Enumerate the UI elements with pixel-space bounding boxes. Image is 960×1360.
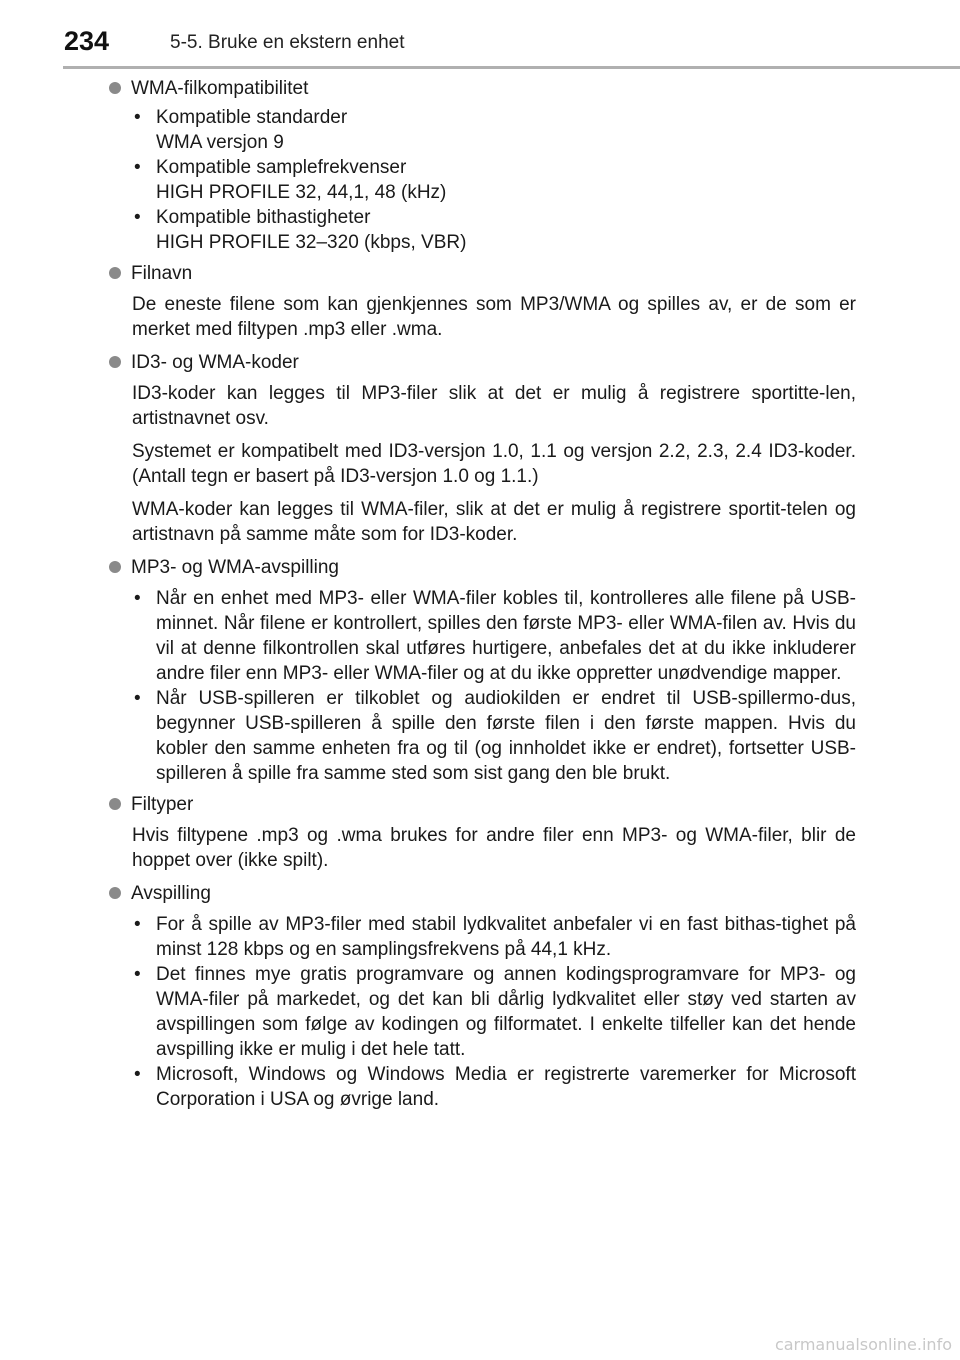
- section-id3-wma-codes: [106, 350, 856, 547]
- paragraph: De eneste filene som kan gjenkjennes som MP3/WMA og spilles av, er de som er merket med filtypen .mp3 eller .wma.: [132, 294, 856, 340]
- item-text: Når USB-spilleren er tilkoblet og audiokilden er endret til USB-spillermo-dus, begynner USB-spilleren å spille den første filen i den første mappen. Hvis du kobler den samme enheten fra og til (og innholdet ikke er endret), fortsetter USB-spilleren å spille fra samme sted som sist gang den ble brukt.: [156, 688, 856, 784]
- bullet-circle-icon: [109, 356, 121, 368]
- section-body: [106, 823, 856, 873]
- section-playback-mp3-wma: [106, 555, 856, 786]
- chapter-title: 5-5. Bruke en ekstern enhet: [170, 32, 405, 53]
- section-heading: Filtyper: [106, 792, 856, 817]
- item-value: HIGH PROFILE 32, 44,1, 48 (kHz): [156, 182, 447, 203]
- item-text: Når en enhet med MP3- eller WMA-filer kobles til, kontrolleres alle filene på USB-minnet. Når filene er kontrollert, spilles den første MP3- eller WMA-filen av. Hvis du vil at denne filkontrollen skal utføres hurtigere, anbefales det at du ikke inkluderer andre filer enn MP3- eller WMA-filer og at du ikke oppretter unødvendige mapper.: [156, 588, 856, 684]
- bullet-circle-icon: [109, 561, 121, 573]
- bullet-dot-icon: •: [134, 207, 141, 228]
- section-heading: Filnavn: [106, 261, 856, 286]
- section-avspilling: [106, 881, 856, 1112]
- bullet-dot-icon: •: [134, 107, 141, 128]
- item-label: Kompatible standarder: [156, 107, 348, 128]
- section-body: [106, 586, 856, 786]
- section-heading: MP3- og WMA-avspilling: [106, 555, 856, 580]
- bullet-dot-icon: •: [134, 588, 141, 609]
- bullet-circle-icon: [109, 82, 121, 94]
- bullet-circle-icon: [109, 887, 121, 899]
- list-item: [132, 962, 856, 1062]
- page-content: [106, 76, 856, 1117]
- paragraph: Systemet er kompatibelt med ID3-versjon 1.0, 1.1 og versjon 2.2, 2.3, 2.4 ID3-koder. (Antall tegn er basert på ID3-versjon 1.0 og 1.1.): [132, 441, 856, 487]
- section-body: [106, 381, 856, 547]
- section-heading: ID3- og WMA-koder: [106, 350, 856, 375]
- item-label: Kompatible bithastigheter: [156, 207, 371, 228]
- paragraph: WMA-koder kan legges til WMA-filer, slik at det er mulig å registrere sportit-telen og artistnavn på samme måte som for ID3-koder.: [132, 499, 856, 545]
- page-number: 234: [64, 26, 110, 56]
- item-text: Microsoft, Windows og Windows Media er registrerte varemerker for Microsoft Corporation i USA og øvrige land.: [156, 1064, 856, 1110]
- bullet-dot-icon: •: [134, 964, 141, 985]
- paragraph: ID3-koder kan legges til MP3-filer slik at det er mulig å registrere sportitte-len, artistnavnet osv.: [132, 383, 856, 429]
- item-value: WMA versjon 9: [156, 132, 284, 153]
- header-divider: [63, 66, 960, 69]
- list-item: [132, 912, 856, 962]
- item-value: HIGH PROFILE 32–320 (kbps, VBR): [156, 232, 467, 253]
- section-body: [106, 105, 856, 255]
- item-label: Kompatible samplefrekvenser: [156, 157, 407, 178]
- section-wma-compat: [106, 76, 856, 255]
- item-text: Det finnes mye gratis programvare og annen kodingsprogramvare for MP3- og WMA-filer på markedet, og det kan bli dårlig lydkvalitet eller støy ved starten av avspillingen som følge av kodingen og filformatet. I enkelte tilfeller kan det hende avspilling ikke er mulig i det hele tatt.: [156, 964, 856, 1060]
- bullet-circle-icon: [109, 267, 121, 279]
- section-filnavn: [106, 261, 856, 342]
- page-header: [0, 0, 960, 70]
- list-item: [132, 105, 856, 155]
- bullet-dot-icon: •: [134, 688, 141, 709]
- paragraph: Hvis filtypene .mp3 og .wma brukes for andre filer enn MP3- og WMA-filer, blir de hoppet over (ikke spilt).: [132, 825, 856, 871]
- item-text: For å spille av MP3-filer med stabil lydkvalitet anbefaler vi en fast bithas-tighet på minst 128 kbps og en samplingsfrekvens på 44,1 kHz.: [156, 914, 856, 960]
- section-filtyper: [106, 792, 856, 873]
- section-heading: WMA-filkompatibilitet: [106, 76, 856, 101]
- list-item: [132, 586, 856, 686]
- list-item: [132, 155, 856, 205]
- section-body: [106, 292, 856, 342]
- list-item: [132, 1062, 856, 1112]
- bullet-dot-icon: •: [134, 157, 141, 178]
- list-item: [132, 686, 856, 786]
- list-item: [132, 205, 856, 255]
- watermark: carmanualsonline.info: [774, 1335, 952, 1354]
- section-heading: Avspilling: [106, 881, 856, 906]
- bullet-dot-icon: •: [134, 1064, 141, 1085]
- bullet-circle-icon: [109, 798, 121, 810]
- bullet-dot-icon: •: [134, 914, 141, 935]
- section-body: [106, 912, 856, 1112]
